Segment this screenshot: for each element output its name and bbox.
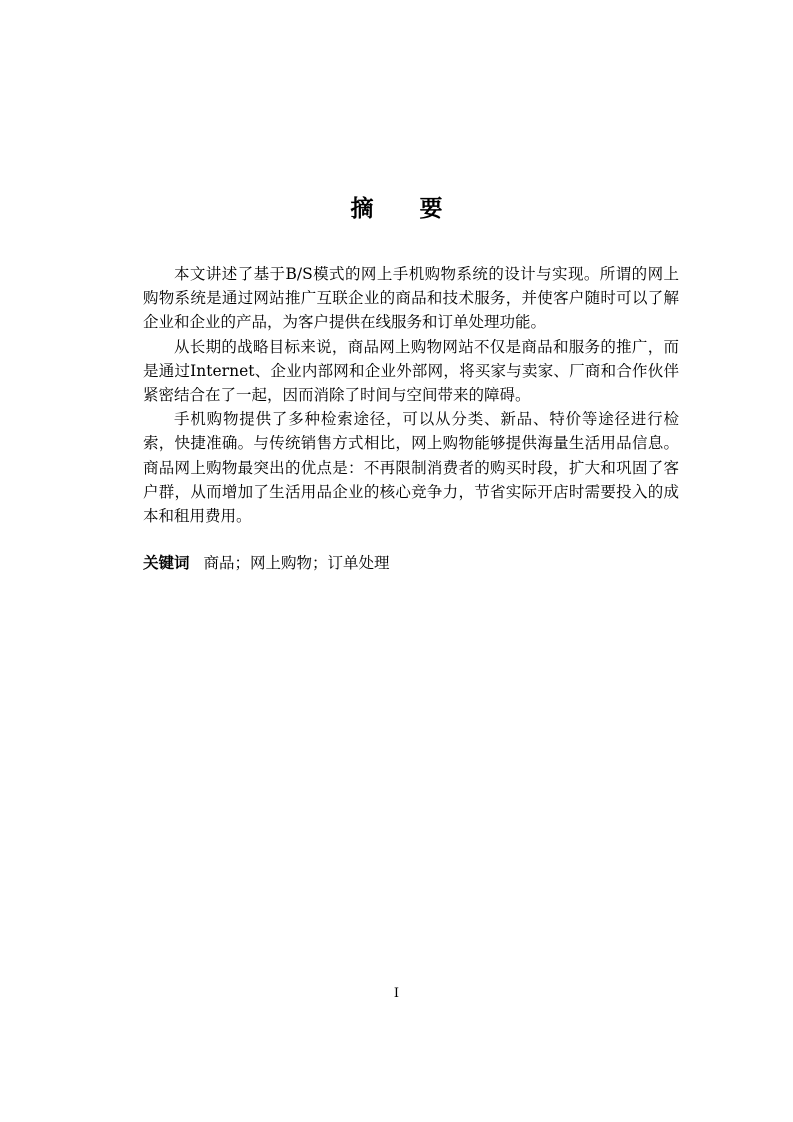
keywords-label: 关键词 (143, 554, 190, 572)
abstract-paragraph-3: 手机购物提供了多种检索途径，可以从分类、新品、特价等途径进行检索，快捷准确。与传统销售方式相比，网上购物能够提供海量生活用品信息。商品网上购物最突出的优点是：不再限制消费者的购买时段，扩大和巩固了客户群，从而增加了生活用品企业的核心竞争力，节省实际开店时需要投入的成本和租用费用。 (143, 410, 679, 526)
abstract-paragraph-2: 从长期的战略目标来说，商品网上购物网站不仅是商品和服务的推广，而是通过Internet、企业内部网和企业外部网，将买家与卖家、厂商和合作伙伴紧密结合在了一起，因而消除了时间与空间带来的障碍。 (143, 337, 679, 405)
abstract-title-char-1: 摘 (350, 195, 374, 222)
abstract-title-char-2: 要 (419, 195, 443, 222)
abstract-title (0, 190, 793, 223)
keywords-value: 商品；网上购物；订单处理 (203, 554, 390, 572)
keywords-line (143, 552, 679, 574)
page-number: I (393, 986, 400, 1001)
abstract-paragraph-1: 本文讲述了基于B/S模式的网上手机购物系统的设计与实现。所谓的网上购物系统是通过网站推广互联企业的商品和技术服务，并使客户随时可以了解企业和企业的产品，为客户提供在线服务和订单处理功能。 (143, 265, 679, 332)
abstract-body (143, 262, 679, 528)
